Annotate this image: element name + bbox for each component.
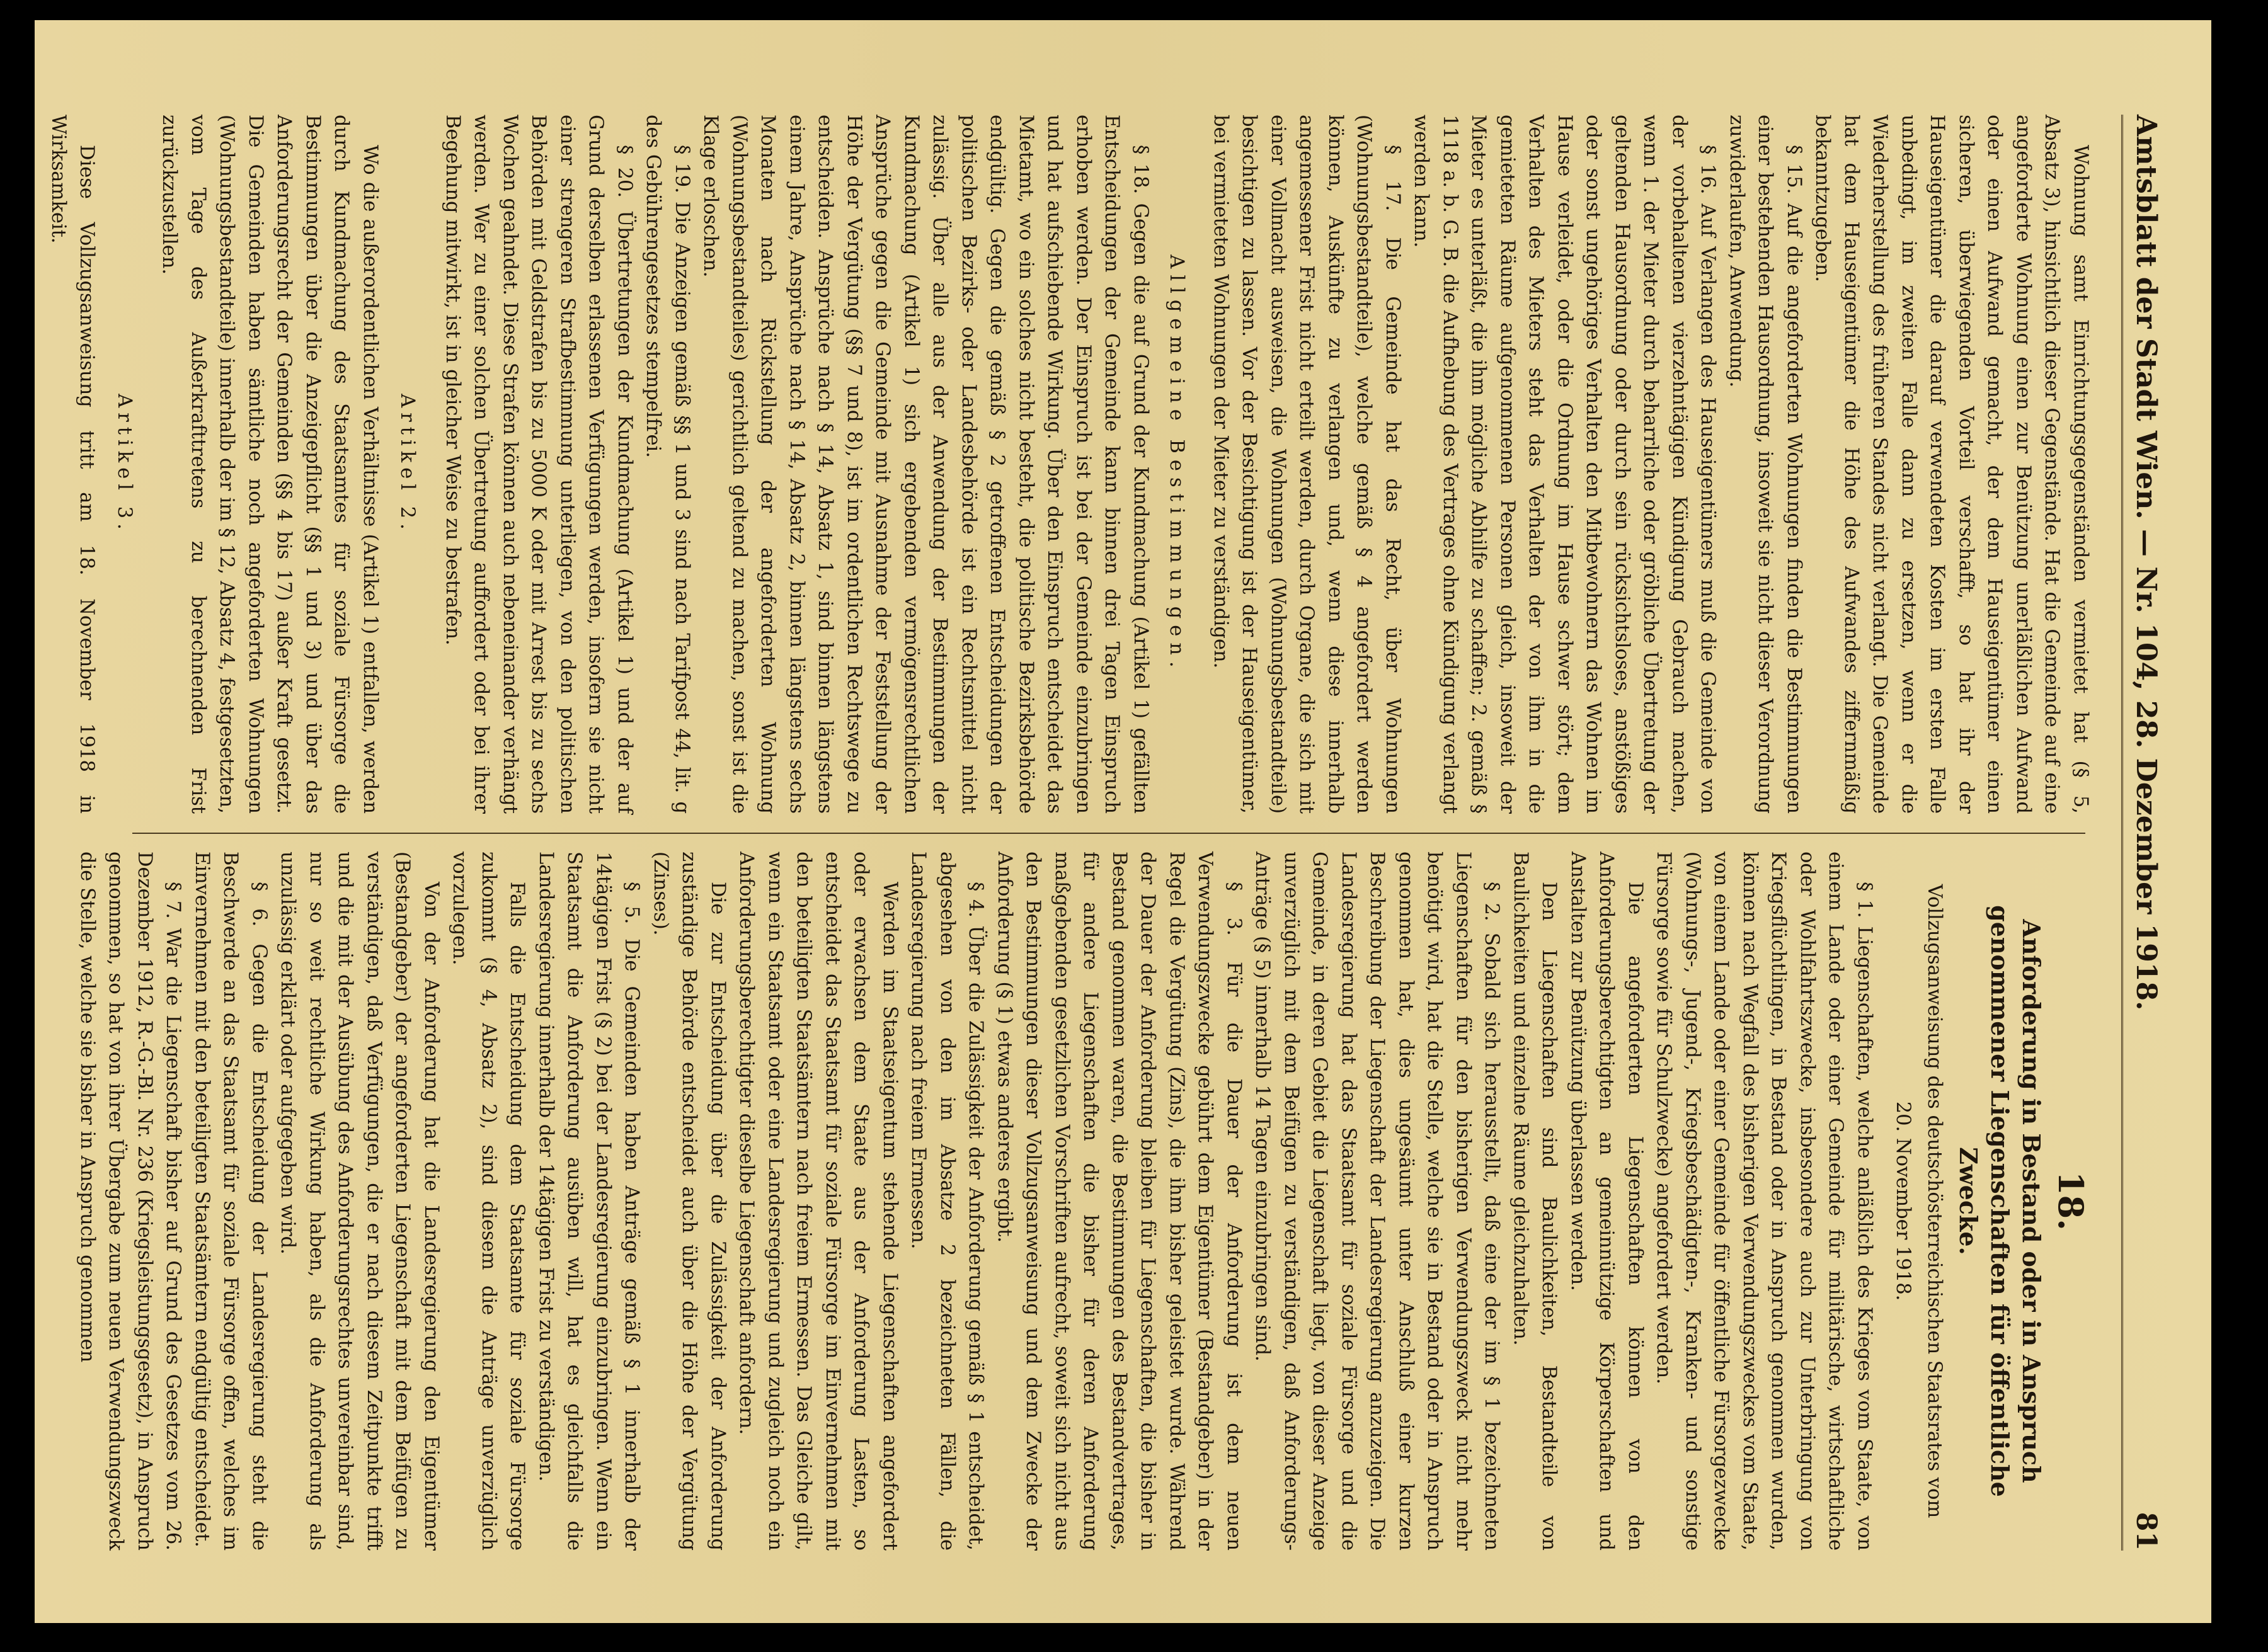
paragraph: Falls die Entscheidung dem Staatsamte für soziale Fürsorge zukommt (§ 4, Absatz 2), sind diesem die Anträge unverzüglich vorzulegen.: [449, 852, 529, 1551]
column-divider: [132, 833, 2085, 834]
paragraph-s19: § 19. Die Anzeigen gemäß §§ 1 und 3 sind nach Tarifpost 44, lit. g des Gebührengesetzes stempelfrei.: [642, 115, 693, 814]
paragraph-s1: § 1. Liegenschaften, welche anläßlich des Krieges vom Staate, von einem Lande oder einer Gemeinde für militärische, wirtschaftliche oder Wohlfahrtszwecke, insbesondere auch zur Unterbringung von Kriegsflüchtlingen, in Bestand oder in Anspruch genommen wurden, können nach Wegfall des bisherigen Verwendungszweckes vom Staate, von einem Lande oder einer Gemeinde für öffentliche Fürsorgezwecke (Wohnungs-, Jugend-, Kriegsbeschädigten-, Kranken- und sonstige Fürsorge sowie für Schulzwecke) angefordert werden.: [1652, 852, 1876, 1551]
section-title: Anforderung in Bestand oder in Anspruch genommener Liegenschaften für öffentliche Zwecke.: [1954, 905, 2046, 1497]
paragraph-s2: § 2. Sobald sich herausstellt, daß eine der im § 1 bezeichneten Liegenschaften für den bisherigen Verwendungszweck nicht mehr benötigt wird, hat die Stelle, welche sie in Bestand oder in Anspruch genommen hat, dies ungesäumt unter Anschluß einer kurzen Beschreibung der Liegenschaft der Landesregierung anzuzeigen. Die Landesregierung hat das Staatsamt für soziale Fürsorge und die Gemeinde, in deren Gebiet die Liegenschaft liegt, von dieser Anzeige unverzüglich mit dem Beifügen zu verständigen, daß Anforderungs-Anträge (§ 5) innerhalb 14 Tagen einzubringen sind.: [1251, 852, 1503, 1551]
section-date: 20. November 1918.: [1892, 1101, 1915, 1301]
section-subtitle: Vollzugsanweisung des deutschösterreichischen Staatsrates vom: [1923, 884, 1945, 1518]
paragraph-art2: Wo die außerordentlichen Verhältnisse (Artikel 1) entfallen, werden durch Kundmachung des Staatsamtes für soziale Fürsorge die Bestimmungen über die Anzeigepflicht (§§ 1 und 3) und über das Anforderungsrecht der Gemeinden (§§ 4 bis 17) außer Kraft gesetzt. Die Gemeinden haben sämtliche noch angeforderten Wohnungen (Wohnungsbestandteile) innerhalb der im § 12, Absatz 4, festgesetzten, vom Tage des Außerkrafttretens zu berechnenden Frist zurückzustellen.: [158, 115, 381, 814]
section-heading: Allgemeine Bestimmungen.: [1166, 254, 1188, 674]
paragraph: Von der Anforderung hat die Landesregierung den Eigentümer (Bestandgeber) der angeforderten Liegenschaft mit dem Beifügen zu verständigen, daß Verfügungen, die er nach diesem Zeitpunkte trifft und die mit der Ausübung des Anforderungsrechtes unvereinbar sind, nur so weit rechtliche Wirkung haben, als die Anforderung als unzulässig erklärt oder aufgegeben wird.: [277, 852, 442, 1551]
running-title: Amtsblatt der Stadt Wien. — Nr. 104, 28. Dezember 1918.: [2130, 115, 2162, 1011]
paragraph: Den Liegenschaften sind Baulichkeiten, Bestandteile von Baulichkeiten und einzelne Räume gleichzuhalten.: [1509, 852, 1561, 1551]
paragraph-s15: § 15. Auf die angeforderten Wohnungen finden die Bestimmungen einer bestehenden Hausordnung, insoweit sie nicht dieser Verordnung zuwiderlaufen, Anwendung.: [1726, 115, 1805, 814]
paragraph: Wohnung samt Einrichtungsgegenständen vermietet hat (§ 5, Absatz 3), hinsichtlich dieser Gegenstände. Hat die Gemeinde auf eine angeforderte Wohnung einen zur Benützung unerläßlichen Aufwand oder einen Aufwand gemacht, der dem Hauseigentümer einen sicheren, überwiegenden Vorteil verschafft, so hat ihr der Hauseigentümer die darauf verwendeten Kosten im ersten Falle unbedingt, im zweiten Falle dann zu ersetzen, wenn er die Wiederherstellung des früheren Standes nicht verlangt. Die Gemeinde hat dem Hauseigentümer die Höhe des Aufwandes ziffernmäßig bekanntzugeben.: [1811, 115, 2092, 814]
rotated-page-content: [35, 20, 2211, 1623]
page-number: 81: [2130, 1512, 2162, 1551]
paragraph-s3: § 3. Für die Dauer der Anforderung ist dem neuen Verwendungszwecke gebührt dem Eigentümer (Bestandgeber) in der Regel die Vergütung (Zins), die ihm bisher geleistet wurde. Während der Dauer der Anforderung bleiben für Liegenschaften, die bisher in Bestand genommen waren, die Bestimmungen des Bestandvertrages, für andere Liegenschaften die bisher für deren Anforderung maßgebenden gesetzlichen Vorschriften aufrecht, soweit sich nicht aus den Bestimmungen dieser Vollzugsanweisung und dem Zwecke der Anforderung (§ 1) etwas anderes ergibt.: [994, 852, 1245, 1551]
header-rule: [2119, 115, 2123, 1551]
paragraph-s20: § 20. Übertretungen der Kundmachung (Artikel 1) und der auf Grund derselben erlassenen Verfügungen werden, insofern sie nicht einer strengeren Strafbestimmung unterliegen, von den politischen Behörden mit Geldstrafen bis zu 5000 K oder mit Arrest bis zu sechs Wochen geahndet. Diese Strafen können auch nebeneinander verhängt werden. Wer zu einer solchen Übertretung auffordert oder bei ihrer Begehung mitwirkt, ist in gleicher Weise zu bestrafen.: [442, 115, 636, 814]
paragraph-art3: Diese Vollzugsanweisung tritt am 18. November 1918 in Wirksamkeit.: [47, 115, 98, 814]
paragraph-s4: § 4. Über die Zulässigkeit der Anforderung gemäß § 1 entscheidet, abgesehen von den im Absatze 2 bezeichneten Fällen, die Landesregierung nach freiem Ermessen.: [907, 852, 987, 1551]
paragraph: Die angeforderten Liegenschaften können von den Anforderungsberechtigten an gemeinnützige Körperschaften und Anstalten zur Benützung überlassen werden.: [1567, 852, 1646, 1551]
article-heading-3: Artikel 3.: [113, 394, 135, 535]
newspaper-page: [35, 20, 2211, 1623]
paragraph-s6: § 6. Gegen die Entscheidung der Landesregierung steht die Beschwerde an das Staatsamt für soziale Fürsorge offen, welches im Einvernehmen mit den beteiligten Staatsämtern endgültig entscheidet.: [191, 852, 270, 1551]
left-column: [47, 115, 2095, 814]
paragraph-s5: § 5. Die Gemeinden haben Anträge gemäß § 1 innerhalb der 14tägigen Frist (§ 2) bei der Landesregierung einzubringen. Wenn ein Staatsamt die Anforderung ausüben will, hat es gleichfalls die Landesregierung innerhalb der 14tägigen Frist zu verständigen.: [535, 852, 643, 1551]
article-heading-2: Artikel 2.: [396, 394, 419, 535]
paragraph-s16: § 16. Auf Verlangen des Hauseigentümers muß die Gemeinde von der vorbehaltenen vierzehntägigen Kündigung Gebrauch machen, wenn 1. der Mieter durch beharrliche oder gröbliche Übertretung der geltenden Hausordnung oder durch sein rücksichtsloses, anstößiges oder sonst ungehöriges Verhalten den Mitbewohnern das Wohnen im Hause verleidet, oder die Ordnung im Hause schwer stört; dem Verhalten des Mieters steht das Verhalten der von ihm in die gemieteten Räume aufgenommenen Personen gleich, insoweit der Mieter es unterläßt, die ihm mögliche Abhilfe zu schaffen; 2. gemäß § 1118 a. b. G. B. die Aufhebung des Vertrages ohne Kündigung verlangt werden kann.: [1410, 115, 1719, 814]
paragraph: Die zur Entscheidung über die Zulässigkeit der Anforderung zuständige Behörde entscheidet auch über die Höhe der Vergütung (Zinses).: [650, 852, 729, 1551]
paragraph-s18: § 18. Gegen die auf Grund der Kundmachung (Artikel 1) gefällten Entscheidungen der Gemeinde kann binnen drei Tagen Einspruch erhoben werden. Der Einspruch ist bei der Gemeinde einzubringen und hat aufschiebende Wirkung. Über den Einspruch entscheidet das Mietamt, wo ein solches nicht besteht, die politische Bezirksbehörde endgültig. Gegen die gemäß § 2 getroffenen Entscheidungen der politischen Bezirks- oder Landesbehörde ist ein Rechtsmittel nicht zulässig. Über alle aus der Anwendung der Bestimmungen der Kundmachung (Artikel 1) sich ergebenden vermögensrechtlichen Ansprüche gegen die Gemeinde mit Ausnahme der Feststellung der Höhe der Vergütung (§§ 7 und 8), ist im ordentlichen Rechtswege zu entscheiden. Ansprüche nach § 14, Absatz 1, sind binnen längstens einem Jahre, Ansprüche nach § 14, Absatz 2, binnen längstens sechs Monaten nach Rückstellung der angeforderten Wohnung (Wohnungsbestandteiles) gerichtlich geltend zu machen, sonst ist die Klage erloschen.: [699, 115, 1152, 814]
page-header: [2117, 115, 2167, 1551]
section-number: 18.: [2051, 1171, 2091, 1231]
paragraph-s17: § 17. Die Gemeinde hat das Recht, über Wohnungen (Wohnungsbestandteile), welche gemäß § 4 angefordert werden können, Auskünfte zu verlangen und, wenn diese innerhalb angemessener Frist nicht erteilt werden, durch Organe, die sich mit einer Vollmacht ausweisen, die Wohnungen (Wohnungsbestandteile) besichtigen zu lassen. Vor der Besichtigung ist der Hauseigentümer, bei vermieteten Wohnungen der Mieter zu verständigen.: [1210, 115, 1404, 814]
paragraph-s7: § 7. War die Liegenschaft bisher auf Grund des Gesetzes vom 26. Dezember 1912, R.-G.-Bl. Nr. 236 (Kriegsleistungsgesetz), in Anspruch genommen, so hat von ihrer Übergabe zum neuen Verwendungszweck die Stelle, welche sie bisher in Anspruch genommen: [76, 852, 185, 1551]
paragraph: Werden im Staatseigentum stehende Liegenschaften angefordert oder erwachsen dem Staate aus der Anforderung Lasten, so entscheidet das Staatsamt für soziale Fürsorge im Einvernehmen mit den beteiligten Staatsämtern nach freiem Ermessen. Das Gleiche gilt, wenn ein Staatsamt oder eine Landesregierung und zugleich noch ein Anforderungsberechtigter dieselbe Liegenschaft anfordern.: [735, 852, 901, 1551]
right-column: [76, 852, 2095, 1551]
